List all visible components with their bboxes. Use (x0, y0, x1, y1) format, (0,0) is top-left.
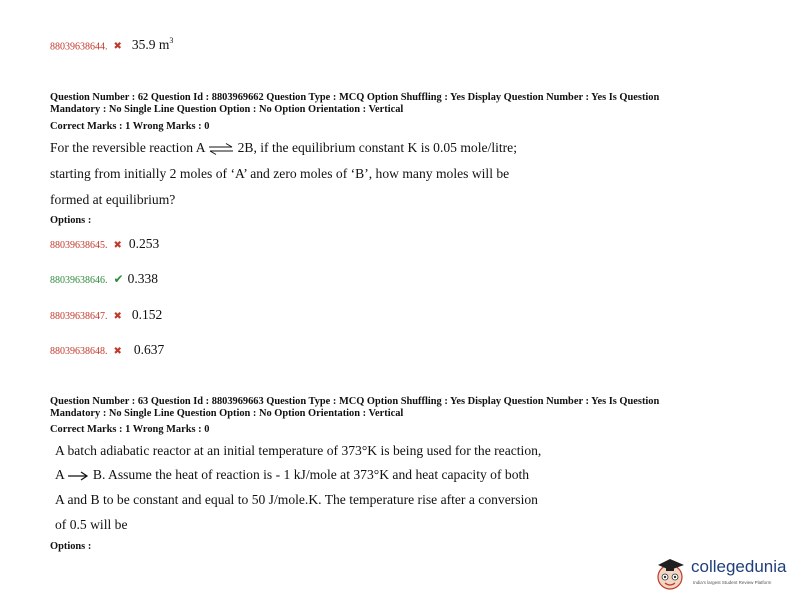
option-row (50, 235, 159, 253)
options-label: Options : (50, 541, 92, 552)
question-text: For the reversible reaction A (50, 140, 205, 155)
question-62-text-line (50, 140, 517, 156)
question-header-line: Question Number : 63 Question Id : 8803969663 Question Type : MCQ Option Shuffling : Yes Display Question Number : Yes Is Question (50, 396, 660, 407)
question-62-text-line: formed at equilibrium? (50, 192, 176, 207)
wrong-icon: ✖ (113, 346, 122, 357)
option-id: 88039638646. (50, 275, 108, 286)
correct-check-icon: ✔ (113, 272, 124, 286)
question-text: B. Assume the heat of reaction is - 1 kJ/mole at 373°K and heat capacity of both (92, 467, 530, 482)
question-62-marks: Correct Marks : 1 Wrong Marks : 0 (50, 121, 210, 132)
option-id: 88039638645. (50, 240, 108, 251)
wrong-icon: ✖ (113, 311, 122, 322)
option-row (50, 36, 173, 54)
option-row (50, 270, 158, 288)
option-value-superscript: 3 (169, 36, 174, 45)
collegedunia-logo (655, 553, 785, 601)
option-value: 0.338 (127, 271, 158, 286)
question-63-text-line: of 0.5 will be (55, 517, 128, 532)
option-row (50, 306, 162, 324)
question-text: 2B, if the equilibrium constant K is 0.05 mole/litre; (237, 140, 517, 155)
equilibrium-arrow-icon (208, 143, 234, 155)
question-63-text-line: A and B to be constant and equal to 50 J/mole.K. The temperature rise after a conversion (55, 492, 538, 507)
logo-name: collegedunia (691, 557, 787, 576)
option-id: 88039638644. (50, 41, 108, 53)
option-id: 88039638648. (50, 346, 108, 357)
question-63-text-line: A batch adiabatic reactor at an initial temperature of 373°K is being used for the reaction, (55, 443, 542, 458)
option-value: 0.253 (128, 236, 160, 251)
option-value: 35.9 m (131, 37, 170, 53)
question-63-marks: Correct Marks : 1 Wrong Marks : 0 (50, 424, 210, 435)
question-63-text-line (55, 467, 529, 483)
question-62-header (50, 92, 659, 116)
question-header-line: Question Number : 62 Question Id : 8803969662 Question Type : MCQ Option Shuffling : Yes Display Question Number : Yes Is Question (50, 92, 660, 103)
wrong-icon: ✖ (113, 240, 122, 251)
option-id: 88039638647. (50, 311, 108, 322)
logo-tagline: India's largest Student Review Platform (693, 580, 772, 585)
options-label: Options : (50, 215, 92, 226)
question-header-line: Mandatory : No Single Line Question Option : No Option Orientation : Vertical (50, 408, 404, 419)
question-text: A (55, 467, 65, 482)
option-row (50, 341, 164, 359)
wrong-icon: ✖ (113, 41, 122, 53)
option-value: 0.637 (133, 342, 165, 357)
question-header-line: Mandatory : No Single Line Question Option : No Option Orientation : Vertical (50, 104, 404, 115)
reaction-arrow-icon (67, 471, 89, 481)
question-63-header (50, 396, 659, 420)
graduate-mascot-icon (655, 555, 689, 595)
option-value: 0.152 (131, 307, 163, 322)
question-62-text-line: starting from initially 2 moles of ‘A’ and zero moles of ‘B’, how many moles will be (50, 166, 510, 181)
